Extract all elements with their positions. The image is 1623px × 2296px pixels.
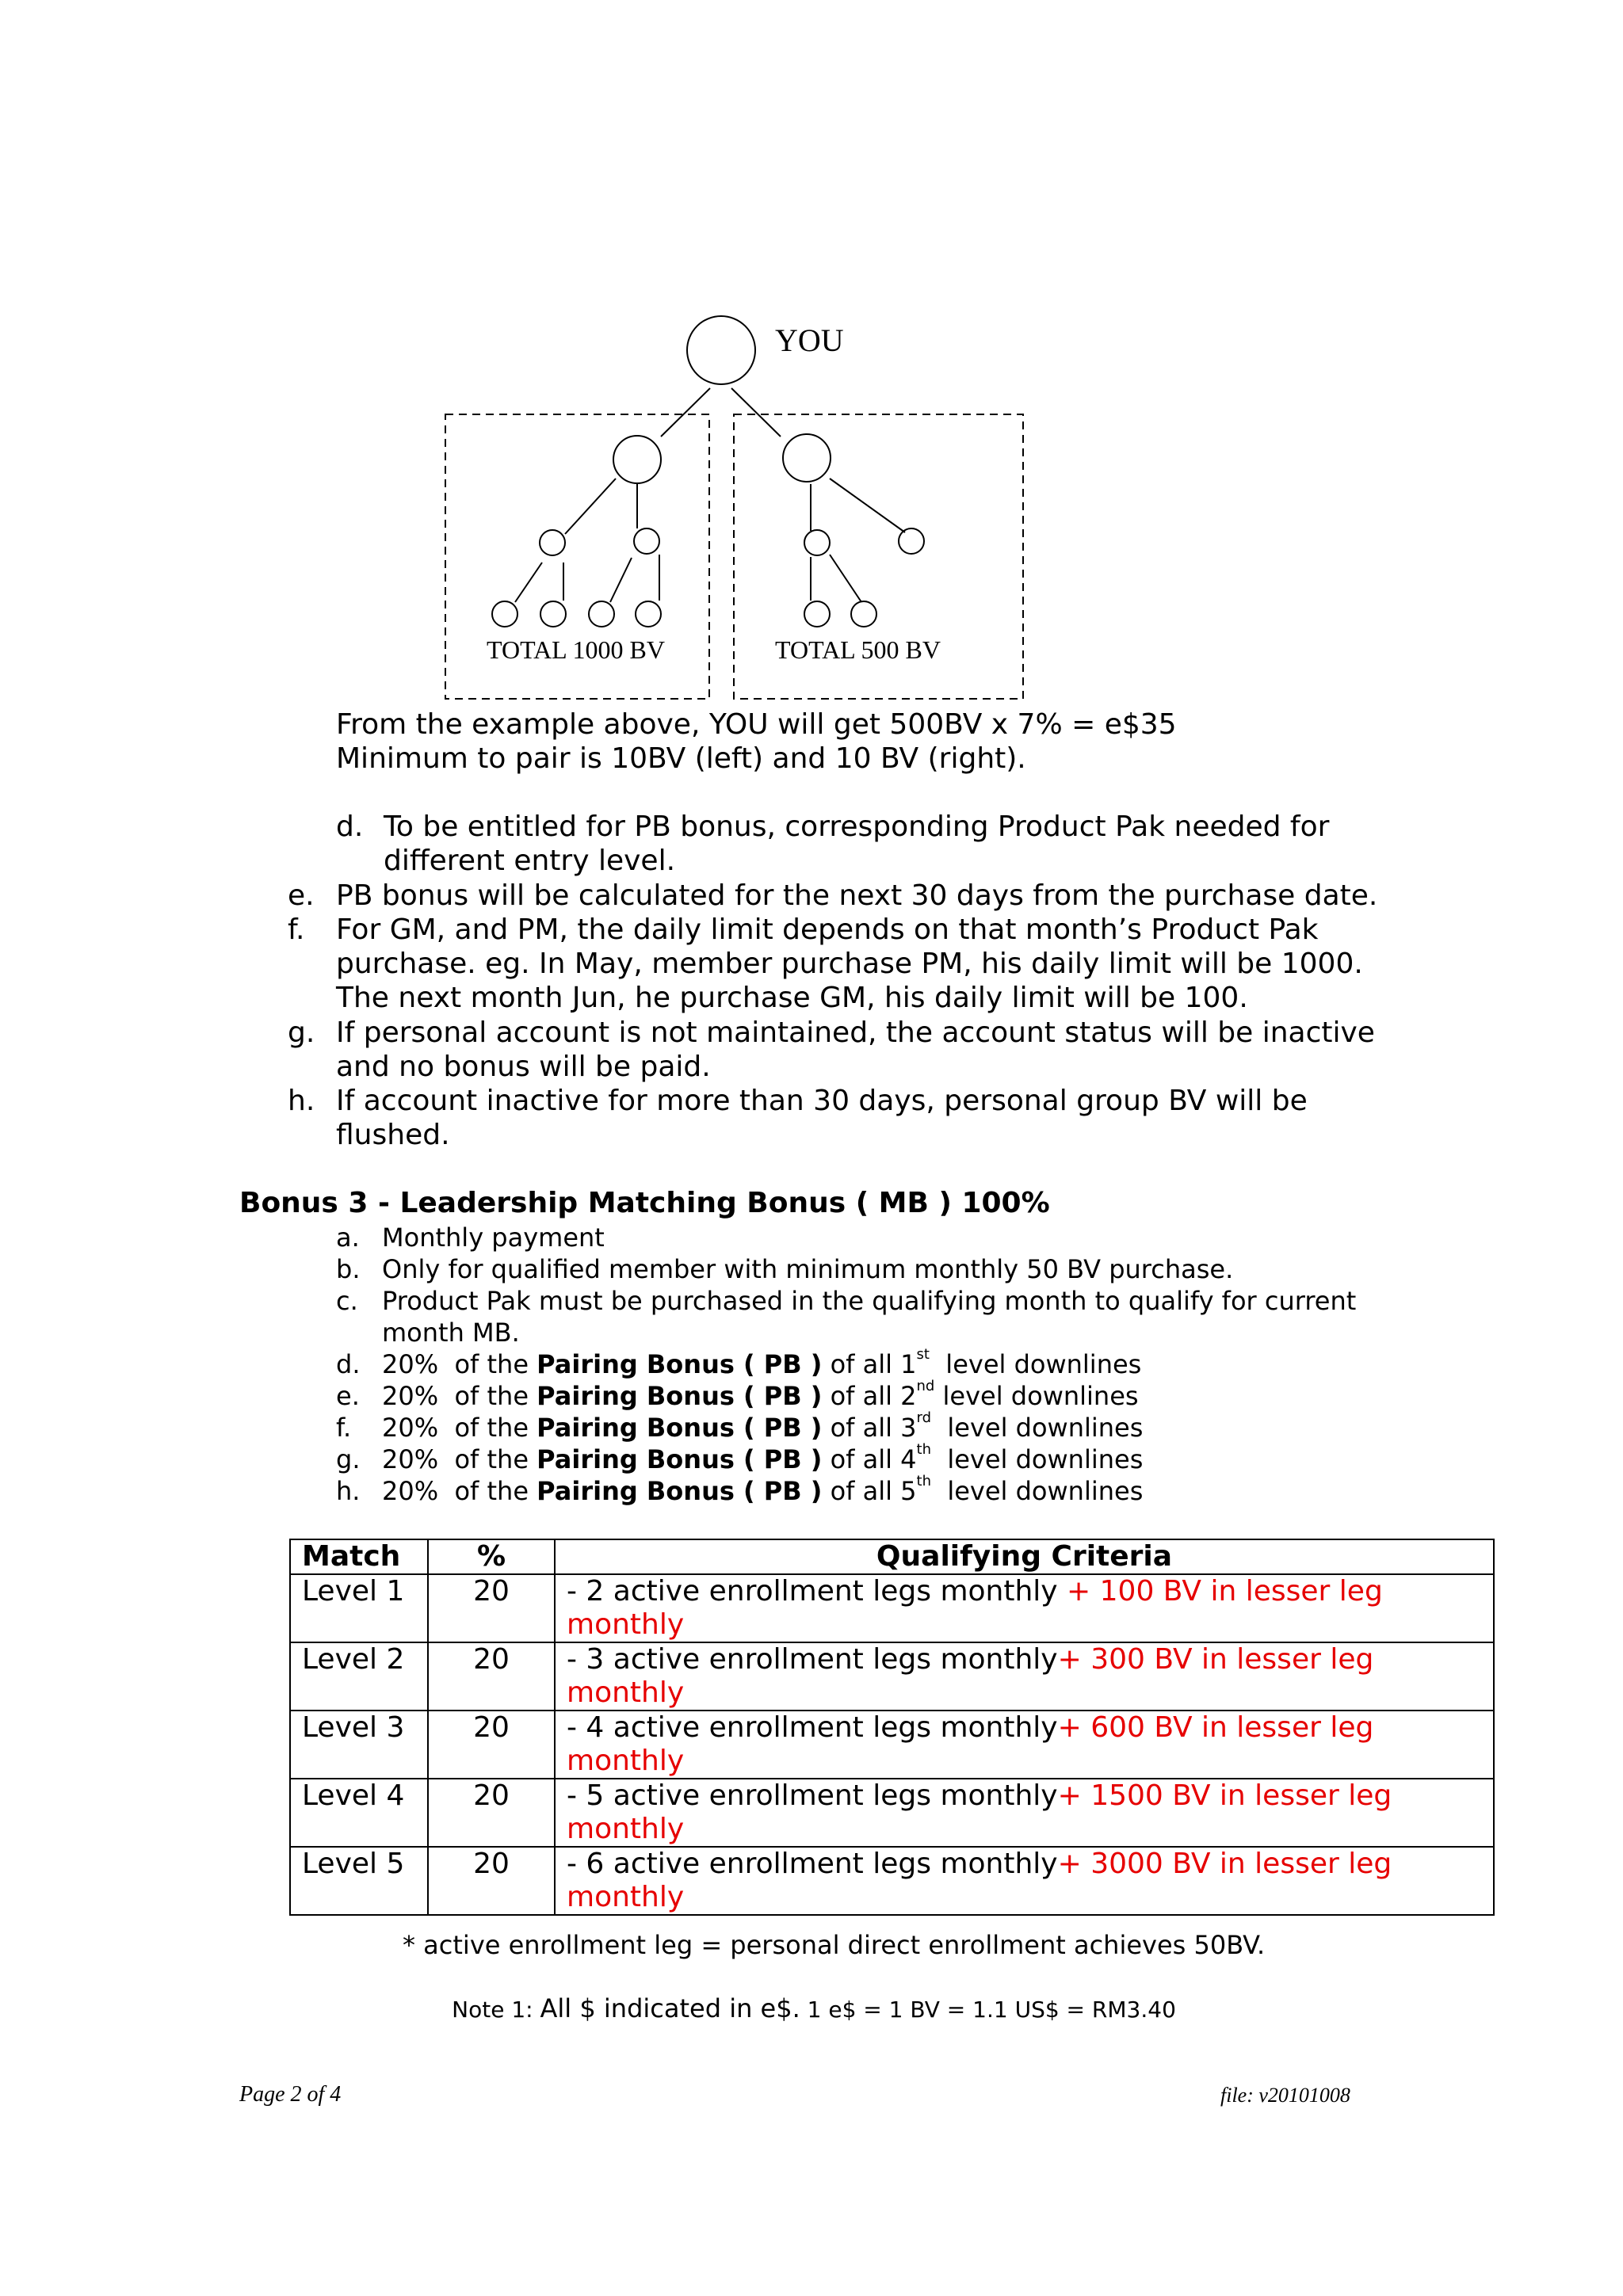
note-1 — [444, 1961, 1176, 2029]
list-label: e. — [288, 879, 315, 912]
list-text: purchase. eg. In May, member purchase PM, his daily limit will be 1000. — [336, 948, 1363, 980]
note-1-main: All $ indicated in e$. — [540, 1993, 800, 2023]
pairing-bonus-term: Pairing Bonus ( PB ) — [537, 1476, 823, 1506]
pairing-bonus-term: Pairing Bonus ( PB ) — [537, 1381, 823, 1411]
ordinal-suffix: nd — [916, 1378, 935, 1395]
list-text: 20% of the — [382, 1349, 537, 1379]
criteria-bv-requirement: monthly — [567, 1881, 685, 1913]
cell-percent: 20 — [428, 1711, 555, 1779]
criteria-bv-requirement: monthly — [567, 1813, 685, 1845]
cell-match: Level 2 — [290, 1642, 428, 1711]
table-header-row — [290, 1539, 1494, 1574]
list-text: level downlines — [931, 1413, 1144, 1443]
table-row — [290, 1642, 1494, 1711]
ordinal-suffix: st — [916, 1346, 930, 1363]
header-match: Match — [290, 1539, 428, 1574]
list-label: d. — [336, 1349, 361, 1379]
tree-node — [899, 528, 924, 554]
ordinal-suffix: th — [916, 1441, 931, 1459]
ordinal-suffix: th — [916, 1473, 931, 1490]
list-label: f. — [336, 1413, 352, 1443]
left-total-label: TOTAL 1000 BV — [487, 635, 665, 664]
you-node — [687, 316, 755, 384]
list-text: month MB. — [382, 1318, 520, 1348]
tree-node — [804, 530, 830, 555]
example-line-1: From the example above, YOU will get 500BV x 7% = e$35 — [336, 708, 1177, 741]
list-text: If account inactive for more than 30 days, personal group BV will be — [336, 1085, 1308, 1117]
criteria-bv-requirement: + 1500 BV in lesser leg — [1057, 1779, 1392, 1812]
list-label: d. — [336, 810, 364, 843]
example-line-2: Minimum to pair is 10BV (left) and 10 BV (right). — [336, 742, 1026, 775]
note-1-prefix: Note 1: — [452, 1997, 540, 2023]
tree-node — [613, 436, 661, 483]
cell-criteria — [555, 1847, 1494, 1915]
list-label: h. — [288, 1085, 315, 1117]
table-row — [290, 1574, 1494, 1642]
criteria-text: - 3 active enrollment legs monthly — [567, 1643, 1058, 1676]
tree-node — [589, 601, 614, 627]
list-text: Monthly payment — [382, 1222, 605, 1253]
list-text: level downlines — [934, 1381, 1139, 1411]
criteria-bv-requirement: + 300 BV in lesser leg — [1057, 1643, 1374, 1676]
tree-node — [636, 601, 661, 627]
cell-percent: 20 — [428, 1574, 555, 1642]
pairing-bonus-term: Pairing Bonus ( PB ) — [537, 1444, 823, 1474]
right-total-label: TOTAL 500 BV — [775, 635, 941, 664]
tree-node — [804, 601, 830, 627]
list-text: level downlines — [930, 1444, 1144, 1474]
cell-percent: 20 — [428, 1779, 555, 1847]
list-label: f. — [288, 913, 305, 946]
tree-node — [540, 601, 566, 627]
cell-match: Level 3 — [290, 1711, 428, 1779]
list-text: of all 4 — [822, 1444, 917, 1474]
tree-node — [634, 528, 659, 554]
list-text: 20% of the — [382, 1381, 537, 1411]
tree-node — [492, 601, 517, 627]
cell-match: Level 5 — [290, 1847, 428, 1915]
list-text: PB bonus will be calculated for the next 30 days from the purchase date. — [336, 879, 1378, 912]
criteria-text: - 6 active enrollment legs monthly — [567, 1848, 1058, 1880]
header-qualifying-criteria: Qualifying Criteria — [555, 1539, 1494, 1574]
tree-node — [851, 601, 876, 627]
criteria-bv-requirement: monthly — [567, 1676, 685, 1709]
list-label: g. — [288, 1016, 315, 1049]
list-text: flushed. — [336, 1119, 450, 1151]
list-text: The next month Jun, he purchase GM, his daily limit will be 100. — [336, 982, 1248, 1014]
criteria-bv-requirement: monthly — [567, 1608, 685, 1641]
pairing-bonus-term: Pairing Bonus ( PB ) — [537, 1349, 823, 1379]
list-text: of all 2 — [822, 1381, 917, 1411]
list-text: of all 5 — [822, 1476, 917, 1506]
list-text: and no bonus will be paid. — [336, 1051, 711, 1083]
qualifying-criteria-table — [289, 1539, 1495, 1916]
tree-node — [783, 434, 831, 482]
criteria-bv-requirement: monthly — [567, 1745, 685, 1777]
criteria-bv-requirement: + 3000 BV in lesser leg — [1057, 1848, 1392, 1880]
list-text: 20% of the — [382, 1444, 537, 1474]
criteria-text: - 5 active enrollment legs monthly — [567, 1779, 1058, 1812]
header-percent: % — [428, 1539, 555, 1574]
list-text: If personal account is not maintained, the account status will be inactive — [336, 1016, 1375, 1049]
list-text: For GM, and PM, the daily limit depends on that month’s Product Pak — [336, 913, 1319, 946]
list-text: different entry level. — [384, 845, 676, 877]
table-row — [290, 1779, 1494, 1847]
list-label: g. — [336, 1444, 361, 1474]
list-label: a. — [336, 1222, 360, 1253]
criteria-text: - 4 active enrollment legs monthly — [567, 1711, 1058, 1744]
cell-match: Level 1 — [290, 1574, 428, 1642]
criteria-text: - 2 active enrollment legs monthly — [567, 1575, 1067, 1608]
list-label: h. — [336, 1476, 361, 1506]
list-text: To be entitled for PB bonus, corresponding Product Pak needed for — [384, 810, 1330, 843]
cell-percent: 20 — [428, 1642, 555, 1711]
list-text: level downlines — [929, 1349, 1142, 1379]
bonus3-heading: Bonus 3 - Leadership Matching Bonus ( MB ) 100% — [239, 1187, 1050, 1219]
list-label: c. — [336, 1286, 358, 1316]
table-row — [290, 1711, 1494, 1779]
cell-criteria — [555, 1779, 1494, 1847]
list-text: of all 1 — [822, 1349, 917, 1379]
cell-criteria — [555, 1574, 1494, 1642]
list-label: b. — [336, 1254, 361, 1284]
pairing-bonus-term: Pairing Bonus ( PB ) — [537, 1413, 823, 1443]
active-leg-note: * active enrollment leg = personal direct enrollment achieves 50BV. — [403, 1930, 1266, 1960]
list-label: e. — [336, 1381, 360, 1411]
note-1-conversion: 1 e$ = 1 BV = 1.1 US$ = RM3.40 — [800, 1997, 1176, 2023]
list-text: Product Pak must be purchased in the qualifying month to qualify for current — [382, 1286, 1357, 1316]
tree-node — [540, 530, 565, 555]
table-row — [290, 1847, 1494, 1915]
list-text: Only for qualified member with minimum monthly 50 BV purchase. — [382, 1254, 1234, 1284]
list-text: of all 3 — [822, 1413, 917, 1443]
you-label: YOU — [775, 322, 844, 358]
list-text: 20% of the — [382, 1413, 537, 1443]
ordinal-suffix: rd — [916, 1409, 932, 1427]
file-version: file: v20101008 — [1220, 2084, 1350, 2107]
cell-percent: 20 — [428, 1847, 555, 1915]
cell-criteria — [555, 1711, 1494, 1779]
cell-criteria — [555, 1642, 1494, 1711]
criteria-bv-requirement: + 100 BV in lesser leg — [1067, 1575, 1383, 1608]
list-text: level downlines — [930, 1476, 1144, 1506]
list-text: 20% of the — [382, 1476, 537, 1506]
page-number: Page 2 of 4 — [239, 2082, 342, 2107]
cell-match: Level 4 — [290, 1779, 428, 1847]
criteria-bv-requirement: + 600 BV in lesser leg — [1057, 1711, 1374, 1744]
